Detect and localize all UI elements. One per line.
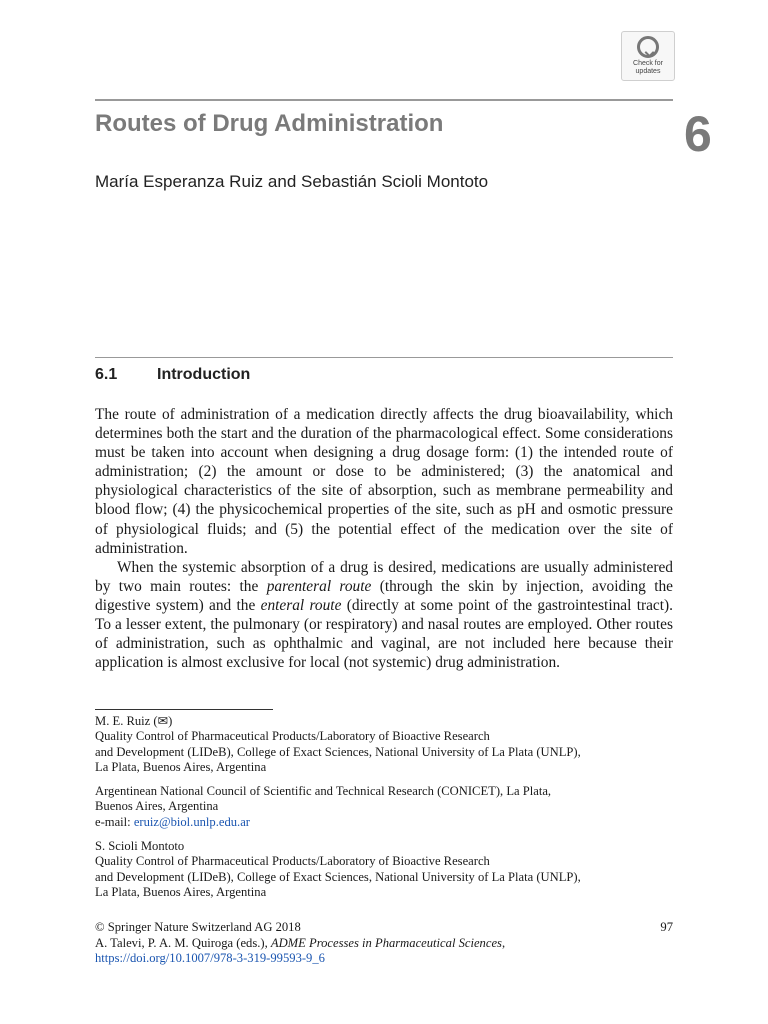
doi-link[interactable]: https://doi.org/10.1007/978-3-319-99593-9_6 — [95, 951, 325, 965]
section-divider — [95, 357, 673, 358]
chapter-authors: María Esperanza Ruiz and Sebastián Scioli Montoto — [95, 172, 489, 191]
check-updates-icon — [637, 36, 659, 58]
section-title: Introduction — [157, 366, 251, 383]
copyright: © Springer Nature Switzerland AG 2018 — [95, 920, 301, 934]
section-number: 6.1 — [95, 366, 118, 383]
paragraph-1: The route of administration of a medication directly affects the drug bioavailability, which determines both the start and the duration of the pharmacological effect. Some considerations must be taken into account when designing a drug dosage form: (1) the intended route of administration; (2) the amount or dose to be administered; (3) the anatomical and physiological characteristics of the site of absorption, such as membrane permeability and blood flow; (4) the physicochemical properties of the site, such as pH and osmotic pressure of physiological fluids; and (5) the potential effect of the medication over the site of administration. — [95, 406, 673, 557]
footnote-divider — [95, 709, 273, 710]
author2-name: S. Scioli Montoto — [95, 839, 185, 854]
page-footer — [95, 920, 673, 967]
chapter-title: Routes of Drug Administration — [95, 110, 444, 137]
badge-text: Check for updates — [633, 60, 663, 75]
author1-affiliation2: Argentinean National Council of Scientific and Technical Research (CONICET), La Plata, Buenos Aires, Argentina e-mail: eruiz@biol.unlp.edu.ar — [95, 784, 552, 829]
email-link[interactable]: eruiz@biol.unlp.edu.ar — [133, 814, 250, 829]
page-number: 97 — [660, 920, 673, 934]
chapter-number: 6 — [684, 106, 712, 162]
paragraph-2: When the systemic absorption of a drug is desired, medications are usually administered by two main routes: the parenteral route (through the skin by injection, avoiding the digestive system) and the enteral route (directly at some point of the gastrointestinal tract). To a lesser extent, the pulmonary (or respiratory) and nasal routes are employed. Other routes of administration, such as ophthalmic and vaginal, are not included here because their application is almost exclusive for local (not systemic) drug administration. — [95, 558, 674, 672]
body-text — [95, 405, 673, 672]
citation: A. Talevi, P. A. M. Quiroga (eds.), ADME Processes in Pharmaceutical Sciences, — [95, 935, 506, 950]
author-footnotes — [95, 714, 673, 909]
author2-block: S. Scioli Montoto Quality Control of Pharmaceutical Products/Laboratory of Bioactive Research and Development (LIDeB), College of Exact Sciences, National University of La Plata (UNLP), La Plata, Buenos Aires, Argentina — [95, 839, 673, 900]
term-enteral-route: enteral route — [260, 596, 342, 614]
top-divider — [95, 99, 673, 101]
check-for-updates-badge[interactable] — [621, 31, 675, 81]
section-heading — [95, 366, 250, 384]
author1-name: M. E. Ruiz (✉) — [95, 714, 173, 728]
term-parenteral-route: parenteral route — [266, 577, 372, 595]
author1-block: M. E. Ruiz (✉) Quality Control of Pharmaceutical Products/Laboratory of Bioactive Research and Development (LIDeB), College of Exact Sciences, National University of La Plata (UNLP), La Plata, Buenos Aires, Argentina — [95, 714, 673, 775]
